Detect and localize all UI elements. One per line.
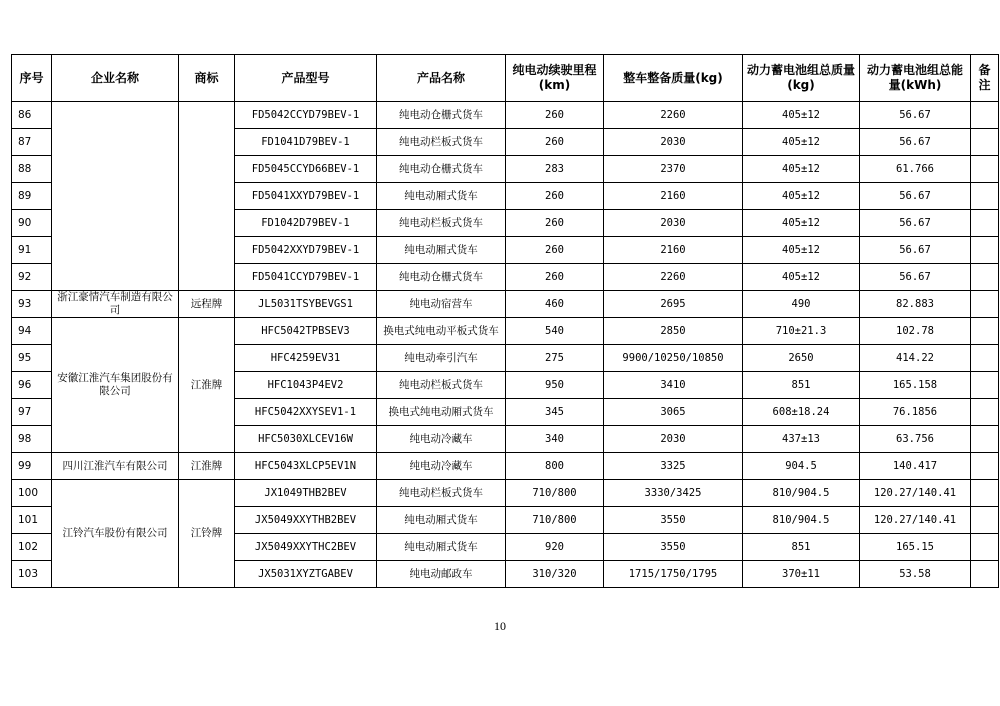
product-name-cell: 换电式纯电动平板式货车 [377,318,506,345]
battery-mass-cell: 405±12 [743,183,860,210]
note-cell [971,156,999,183]
note-cell [971,183,999,210]
note-cell [971,507,999,534]
range-cell: 260 [506,183,604,210]
product-name-cell: 纯电动栏板式货车 [377,129,506,156]
range-cell: 310/320 [506,561,604,588]
range-cell: 260 [506,129,604,156]
battery-mass-cell: 851 [743,372,860,399]
note-cell [971,453,999,480]
note-cell [971,426,999,453]
table-row [12,102,999,129]
curb-mass-cell: 2030 [604,210,743,237]
header-row [12,55,999,102]
product-name-cell: 纯电动厢式货车 [377,237,506,264]
header-cell: 产品名称 [377,55,506,102]
battery-energy-cell: 56.67 [860,237,971,264]
brand-cell: 江淮牌 [179,318,235,453]
battery-energy-cell: 56.67 [860,183,971,210]
battery-mass-cell: 710±21.3 [743,318,860,345]
curb-mass-cell: 3550 [604,534,743,561]
product-model-cell: FD5041CCYD79BEV-1 [235,264,377,291]
range-cell: 260 [506,237,604,264]
row-number-cell: 96 [12,372,52,399]
battery-mass-cell: 405±12 [743,156,860,183]
header-cell: 动力蓄电池组总质量(kg) [743,55,860,102]
row-number-cell: 101 [12,507,52,534]
product-name-cell: 换电式纯电动厢式货车 [377,399,506,426]
product-model-cell: FD5041XXYD79BEV-1 [235,183,377,210]
product-name-cell: 纯电动仓栅式货车 [377,102,506,129]
note-cell [971,102,999,129]
battery-energy-cell: 414.22 [860,345,971,372]
table-row [12,291,999,318]
battery-energy-cell: 63.756 [860,426,971,453]
battery-mass-cell: 437±13 [743,426,860,453]
product-name-cell: 纯电动厢式货车 [377,534,506,561]
product-model-cell: JX5031XYZTGABEV [235,561,377,588]
brand-cell: 江铃牌 [179,480,235,588]
row-number-cell: 94 [12,318,52,345]
note-cell [971,318,999,345]
product-model-cell: FD5045CCYD66BEV-1 [235,156,377,183]
battery-mass-cell: 810/904.5 [743,480,860,507]
note-cell [971,237,999,264]
row-number-cell: 103 [12,561,52,588]
range-cell: 275 [506,345,604,372]
range-cell: 800 [506,453,604,480]
range-cell: 345 [506,399,604,426]
battery-mass-cell: 405±12 [743,102,860,129]
product-model-cell: FD5042XXYD79BEV-1 [235,237,377,264]
range-cell: 540 [506,318,604,345]
row-number-cell: 98 [12,426,52,453]
row-number-cell: 91 [12,237,52,264]
curb-mass-cell: 3325 [604,453,743,480]
battery-energy-cell: 56.67 [860,102,971,129]
product-model-cell: HFC5042XXYSEV1-1 [235,399,377,426]
curb-mass-cell: 3550 [604,507,743,534]
product-name-cell: 纯电动宿营车 [377,291,506,318]
battery-mass-cell: 2650 [743,345,860,372]
header-cell: 整车整备质量(kg) [604,55,743,102]
curb-mass-cell: 2260 [604,264,743,291]
product-model-cell: HFC5030XLCEV16W [235,426,377,453]
row-number-cell: 102 [12,534,52,561]
table-row [12,318,999,345]
battery-mass-cell: 810/904.5 [743,507,860,534]
product-name-cell: 纯电动厢式货车 [377,183,506,210]
note-cell [971,534,999,561]
table-row [12,453,999,480]
note-cell [971,372,999,399]
page-number: 10 [494,619,506,633]
row-number-cell: 93 [12,291,52,318]
range-cell: 920 [506,534,604,561]
battery-mass-cell: 405±12 [743,210,860,237]
note-cell [971,129,999,156]
row-number-cell: 97 [12,399,52,426]
row-number-cell: 95 [12,345,52,372]
product-name-cell: 纯电动栏板式货车 [377,372,506,399]
range-cell: 710/800 [506,480,604,507]
battery-energy-cell: 165.15 [860,534,971,561]
product-model-cell: JX5049XXYTHC2BEV [235,534,377,561]
brand-cell: 远程牌 [179,291,235,318]
product-name-cell: 纯电动仓栅式货车 [377,156,506,183]
note-cell [971,345,999,372]
range-cell: 460 [506,291,604,318]
product-name-cell: 纯电动冷藏车 [377,453,506,480]
product-name-cell: 纯电动厢式货车 [377,507,506,534]
battery-energy-cell: 61.766 [860,156,971,183]
curb-mass-cell: 2695 [604,291,743,318]
header-cell: 产品型号 [235,55,377,102]
battery-energy-cell: 53.58 [860,561,971,588]
vehicle-catalog-table [11,54,999,588]
battery-energy-cell: 140.417 [860,453,971,480]
battery-mass-cell: 904.5 [743,453,860,480]
product-model-cell: JX5049XXYTHB2BEV [235,507,377,534]
range-cell: 283 [506,156,604,183]
row-number-cell: 92 [12,264,52,291]
product-model-cell: JX1049THB2BEV [235,480,377,507]
battery-mass-cell: 405±12 [743,237,860,264]
product-model-cell: HFC5043XLCP5EV1N [235,453,377,480]
brand-cell [179,102,235,291]
product-model-cell: FD5042CCYD79BEV-1 [235,102,377,129]
product-name-cell: 纯电动栏板式货车 [377,210,506,237]
company-name-cell: 江铃汽车股份有限公司 [52,480,179,588]
product-model-cell: HFC1043P4EV2 [235,372,377,399]
brand-cell: 江淮牌 [179,453,235,480]
product-name-cell: 纯电动冷藏车 [377,426,506,453]
row-number-cell: 89 [12,183,52,210]
company-name-cell [52,102,179,291]
curb-mass-cell: 9900/10250/10850 [604,345,743,372]
curb-mass-cell: 1715/1750/1795 [604,561,743,588]
row-number-cell: 90 [12,210,52,237]
curb-mass-cell: 3410 [604,372,743,399]
range-cell: 710/800 [506,507,604,534]
battery-energy-cell: 56.67 [860,129,971,156]
battery-energy-cell: 102.78 [860,318,971,345]
battery-mass-cell: 405±12 [743,264,860,291]
curb-mass-cell: 2370 [604,156,743,183]
product-name-cell: 纯电动栏板式货车 [377,480,506,507]
battery-energy-cell: 120.27/140.41 [860,507,971,534]
curb-mass-cell: 2260 [604,102,743,129]
curb-mass-cell: 3065 [604,399,743,426]
battery-mass-cell: 490 [743,291,860,318]
product-name-cell: 纯电动仓栅式货车 [377,264,506,291]
note-cell [971,480,999,507]
battery-mass-cell: 370±11 [743,561,860,588]
range-cell: 340 [506,426,604,453]
curb-mass-cell: 2160 [604,237,743,264]
range-cell: 260 [506,210,604,237]
row-number-cell: 100 [12,480,52,507]
battery-mass-cell: 405±12 [743,129,860,156]
note-cell [971,291,999,318]
curb-mass-cell: 2850 [604,318,743,345]
row-number-cell: 88 [12,156,52,183]
product-name-cell: 纯电动邮政车 [377,561,506,588]
curb-mass-cell: 2160 [604,183,743,210]
battery-energy-cell: 56.67 [860,210,971,237]
company-name-cell: 四川江淮汽车有限公司 [52,453,179,480]
curb-mass-cell: 3330/3425 [604,480,743,507]
table-row [12,480,999,507]
header-cell: 动力蓄电池组总能量(kWh) [860,55,971,102]
table-body [12,102,999,588]
range-cell: 260 [506,264,604,291]
battery-energy-cell: 82.883 [860,291,971,318]
header-cell: 企业名称 [52,55,179,102]
battery-mass-cell: 608±18.24 [743,399,860,426]
row-number-cell: 99 [12,453,52,480]
product-model-cell: HFC5042TPBSEV3 [235,318,377,345]
battery-energy-cell: 76.1856 [860,399,971,426]
product-model-cell: JL5031TSYBEVGS1 [235,291,377,318]
header-cell: 纯电动续驶里程(km) [506,55,604,102]
range-cell: 950 [506,372,604,399]
note-cell [971,561,999,588]
company-name-cell: 安徽江淮汽车集团股份有限公司 [52,318,179,453]
battery-energy-cell: 56.67 [860,264,971,291]
curb-mass-cell: 2030 [604,426,743,453]
note-cell [971,399,999,426]
battery-energy-cell: 120.27/140.41 [860,480,971,507]
header-cell: 备注 [971,55,999,102]
range-cell: 260 [506,102,604,129]
company-name-cell: 浙江豪情汽车制造有限公司 [52,291,179,318]
battery-mass-cell: 851 [743,534,860,561]
product-model-cell: FD1041D79BEV-1 [235,129,377,156]
note-cell [971,264,999,291]
product-model-cell: HFC4259EV31 [235,345,377,372]
note-cell [971,210,999,237]
battery-energy-cell: 165.158 [860,372,971,399]
curb-mass-cell: 2030 [604,129,743,156]
product-name-cell: 纯电动牵引汽车 [377,345,506,372]
product-model-cell: FD1042D79BEV-1 [235,210,377,237]
row-number-cell: 86 [12,102,52,129]
header-cell: 序号 [12,55,52,102]
row-number-cell: 87 [12,129,52,156]
header-cell: 商标 [179,55,235,102]
